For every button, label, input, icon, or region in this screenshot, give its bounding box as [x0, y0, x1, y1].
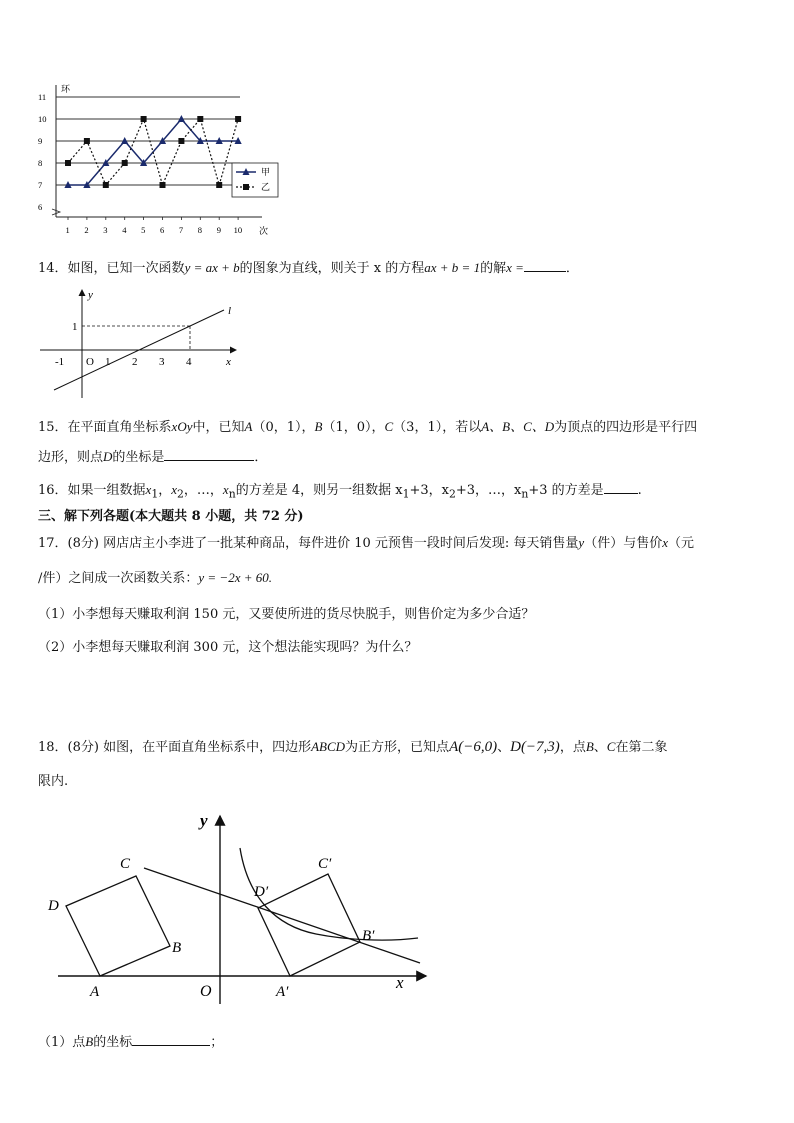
q16-answer-blank[interactable] — [604, 481, 638, 494]
legend-label-jia: 甲 — [261, 167, 271, 177]
x-tick-10: 10 — [233, 225, 243, 235]
point-yi-8 — [197, 116, 203, 122]
q18-t2: 为正方形，已知点 — [345, 740, 450, 755]
q14-ans-var: x = — [506, 260, 524, 275]
graph-line-label: l — [228, 305, 232, 317]
x-tick-3: 3 — [103, 225, 108, 235]
q17-sub1: （1）小李想每天赚取利润 150 元，又要使所进的货尽快脱手，则售价定为多少合适？ — [38, 607, 535, 622]
graph-tick-x4: 4 — [186, 356, 192, 368]
q17-var-y: y — [578, 535, 585, 550]
q16-p1: +3，x — [409, 483, 449, 498]
q15-t6: ． — [254, 450, 268, 465]
q15-pD: D — [103, 449, 113, 464]
q18-pB: B — [585, 739, 594, 754]
point-yi-10 — [235, 116, 241, 122]
q16-x2: x — [171, 482, 178, 497]
q14-t2: 的图象为直线，则关于 x 的方程 — [239, 261, 425, 276]
point-yi-1 — [65, 160, 71, 166]
section-3-heading: 三、解下列各题(本大题共 8 小题，共 72 分) — [38, 509, 304, 524]
q16-s4: 2 — [448, 487, 456, 501]
x-axis-label: 次 — [259, 226, 269, 236]
shooting-score-chart — [30, 80, 280, 240]
q16-c2: ，…， — [183, 483, 223, 498]
q16-xn: x — [222, 482, 229, 497]
legend-label-yi: 乙 — [261, 182, 271, 192]
q14-func: y = ax + b — [184, 260, 240, 275]
q18-answer-blank[interactable] — [132, 1033, 210, 1046]
x-tick-6: 6 — [160, 225, 165, 235]
y-tick-9: 9 — [38, 136, 43, 146]
q18-sep: 、 — [497, 740, 511, 755]
q18-t3: ，点 — [559, 740, 586, 755]
q18-sub1-t1: （1）点 — [38, 1035, 86, 1050]
q16-t2: 的方差是 4，则另一组数据 x — [235, 483, 403, 498]
q17-t2: （件）与售价 — [584, 536, 663, 551]
square-abcd — [66, 876, 170, 976]
q16-x1: x — [145, 482, 152, 497]
fig-label-D: D — [48, 898, 59, 914]
q15-line1 — [38, 416, 697, 435]
q14-text — [38, 257, 579, 276]
point-yi-3 — [103, 182, 109, 188]
fig-label-D2: D′ — [254, 884, 269, 900]
point-yi-6 — [160, 182, 166, 188]
q15-t3: 为顶点的四边形是平行四 — [554, 420, 698, 435]
q14-t1: 如图，已知一次函数 — [67, 261, 185, 276]
graph-tick-x2: 2 — [132, 356, 138, 368]
chart-series — [64, 115, 241, 188]
q15-t1: 15．在平面直角坐标系 — [38, 420, 172, 435]
legend-box — [232, 163, 278, 197]
q16-t1: 16．如果一组数据 — [38, 483, 146, 498]
point-yi-2 — [84, 138, 90, 144]
y-tick-6: 6 — [38, 202, 43, 212]
x-tick-1: 1 — [65, 225, 70, 235]
q17-line2 — [38, 567, 272, 586]
point-yi-5 — [141, 116, 147, 122]
q18-sub1 — [38, 1031, 223, 1050]
y-tick-11: 11 — [38, 92, 47, 102]
q15-t4: 边形，则点 — [38, 450, 104, 465]
q15-answer-blank[interactable] — [164, 448, 254, 461]
fig-label-y: y — [200, 811, 208, 830]
q15-pts: A、B、C、D — [481, 419, 555, 434]
q15-cC: （3，1），若以 — [393, 420, 482, 435]
x-tick-5: 5 — [141, 225, 146, 235]
q16-text — [38, 479, 642, 501]
fig-label-B2: B′ — [362, 928, 375, 944]
fig-label-x: x — [396, 973, 404, 992]
graph-tick-x3: 3 — [159, 356, 165, 368]
q15-t5: 的坐标是 — [112, 450, 165, 465]
q18-pC: C — [606, 739, 616, 754]
q14-t3: 的解 — [480, 261, 507, 276]
q18-sep2: 、 — [593, 740, 607, 755]
point-yi-9 — [216, 182, 222, 188]
q16-s1: 1 — [151, 487, 159, 501]
q17-t3: （元 — [668, 536, 695, 551]
q18-ptA: A(−6,0) — [449, 739, 498, 755]
q15-line2 — [38, 446, 267, 465]
point-jia-4 — [121, 137, 128, 144]
square-coordinate-figure — [36, 808, 436, 1020]
graph-origin-label: O — [86, 356, 94, 368]
q15-pB: B — [314, 419, 323, 434]
q16-s3: 1 — [402, 487, 410, 501]
q16-p2: +3，…，x — [455, 483, 522, 498]
point-jia-7 — [178, 115, 185, 122]
point-yi-4 — [122, 160, 128, 166]
q16-c1: ， — [158, 483, 172, 498]
line-through-d2-b2 — [144, 868, 420, 963]
q15-sys: xOy — [171, 419, 193, 434]
y-tick-8: 8 — [38, 158, 43, 168]
q18-sub1-t2: 的坐标 — [93, 1035, 133, 1050]
graph-tick-y1: 1 — [72, 321, 78, 333]
q18-t4: 在第二象 — [615, 740, 668, 755]
graph-x-label: x — [226, 356, 231, 368]
y-axis-label: 环 — [61, 84, 71, 94]
x-tick-7: 7 — [178, 225, 184, 235]
fig-label-C2: C′ — [318, 856, 332, 872]
q14-eq: ax + b = 1 — [424, 260, 481, 275]
graph-y-label: y — [88, 289, 93, 301]
q17-var-x: x — [662, 535, 668, 550]
q14-t4: ． — [565, 261, 579, 276]
q17-t1: 17．(8分) 网店店主小李进了一批某种商品，每件进价 10 元预售一段时间后发现: 每天销售量 — [38, 536, 579, 551]
q15-cB: （1，0）， — [322, 420, 385, 435]
q18-ptD: D(−7,3) — [510, 739, 560, 755]
q18-t1: 18．(8分) 如图，在平面直角坐标系中，四边形 — [38, 740, 312, 755]
linear-function-graph — [36, 286, 246, 401]
fig-label-C: C — [120, 856, 131, 872]
graph-tick-x1: 1 — [105, 356, 111, 368]
q16-p3: +3 的方差是 — [528, 483, 604, 498]
x-tick-2: 2 — [84, 225, 89, 235]
graph-tick-x-neg1: -1 — [55, 356, 65, 368]
q17-eq: y = −2x + 60. — [198, 570, 272, 585]
fig-label-A: A — [90, 984, 100, 1000]
x-tick-8: 8 — [197, 225, 203, 235]
fig-label-B: B — [172, 940, 182, 956]
q16-end: . — [637, 483, 642, 498]
q18-abcd: ABCD — [311, 739, 346, 754]
q18-line2: 限内. — [38, 774, 69, 789]
q18-sub1-t3: ； — [210, 1035, 224, 1050]
q18-sub1-B: B — [85, 1034, 94, 1049]
x-tick-9: 9 — [216, 225, 221, 235]
q15-pA: A — [244, 419, 253, 434]
q15-cA: （0，1）， — [252, 420, 315, 435]
y-tick-10: 10 — [38, 114, 47, 124]
x-tick-4: 4 — [122, 225, 127, 235]
point-yi-7 — [178, 138, 184, 144]
q17-line1 — [38, 532, 694, 551]
q17-sub2: （2）小李想每天赚取利润 300 元，这个想法能实现吗？为什么？ — [38, 640, 418, 655]
fig-label-A2: A′ — [276, 984, 289, 1000]
q14-num: 14． — [38, 261, 68, 276]
y-tick-7: 7 — [38, 180, 43, 190]
series-yi-line — [68, 119, 238, 185]
q18-line1 — [38, 736, 667, 756]
fig-label-O: O — [200, 983, 212, 1000]
q15-pC: C — [384, 419, 394, 434]
q16-s2: 2 — [177, 487, 184, 501]
chart-axes — [52, 85, 262, 220]
legend-marker-yi — [243, 184, 249, 190]
q16-sn: n — [228, 487, 236, 501]
q15-t2: 中，已知 — [192, 420, 245, 435]
q17-t4: /件）之间成一次函数关系： — [38, 571, 199, 586]
q14-answer-blank[interactable] — [524, 259, 566, 272]
q16-s5: n — [521, 487, 529, 501]
